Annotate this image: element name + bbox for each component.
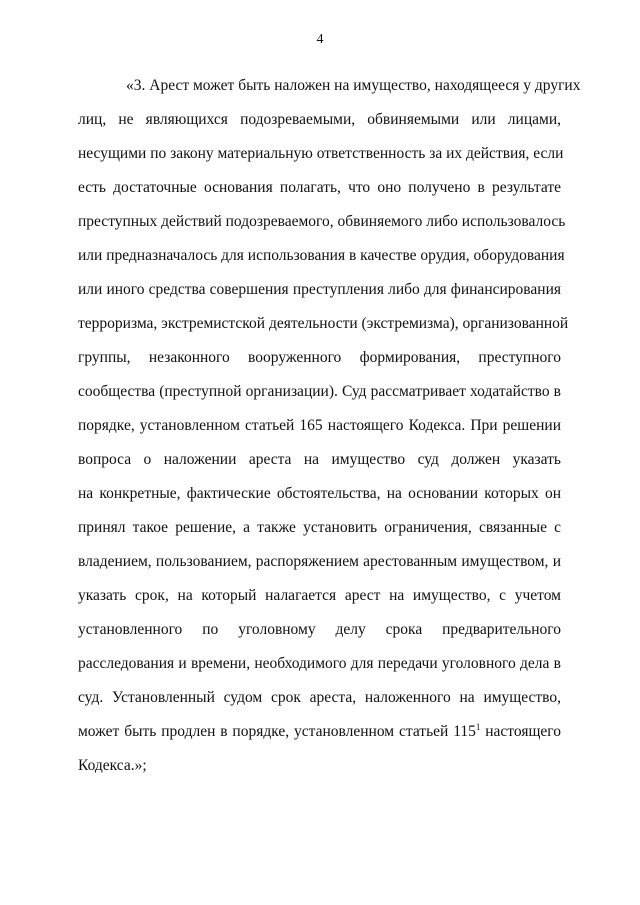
article-paragraph xyxy=(78,69,581,783)
text-line-last: Кодекса.»; xyxy=(78,757,147,774)
text-line: суд. Установленный судом срок ареста, наложенного на имущество, xyxy=(78,689,561,706)
text-line: вопроса о наложении ареста на имущество суд должен указать xyxy=(78,451,561,468)
text-line-with-superscript xyxy=(78,715,561,749)
text-line: преступных действий подозреваемого, обвиняемого либо использовалось xyxy=(78,213,566,230)
text-line: сообщества (преступной организации). Суд рассматривает ходатайство в xyxy=(78,383,561,400)
superscript-index: 1 xyxy=(475,722,481,732)
text-line: есть достаточные основания полагать, что оно получено в результате xyxy=(78,179,561,196)
text-line: терроризма, экстремистской деятельности (экстремизма), организованной xyxy=(78,315,569,332)
text-line: «3. Арест может быть наложен на имущество, находящееся у других xyxy=(126,77,581,94)
text-line: принял такое решение, а также установить ограничения, связанные с xyxy=(78,519,561,536)
text-segment: настоящего xyxy=(480,723,561,740)
text-line: владением, пользованием, распоряжением арестованным имуществом, и xyxy=(78,553,561,570)
text-line: несущими по закону материальную ответственность за их действия, если xyxy=(78,145,564,162)
page-number: 4 xyxy=(316,32,324,47)
text-line: порядке, установленном статьей 165 настоящего Кодекса. При решении xyxy=(78,417,561,434)
text-line: или иного средства совершения преступления либо для финансирования xyxy=(78,281,561,298)
text-line: лиц, не являющихся подозреваемыми, обвиняемыми или лицами, xyxy=(78,111,561,128)
text-line: указать срок, на который налагается арест на имущество, с учетом xyxy=(78,587,561,604)
text-line: расследования и времени, необходимого для передачи уголовного дела в xyxy=(78,655,561,672)
text-segment: может быть продлен в порядке, установленном статьей 115 xyxy=(78,723,476,740)
text-line: на конкретные, фактические обстоятельства, на основании которых он xyxy=(78,485,561,502)
text-line: установленного по уголовному делу срока предварительного xyxy=(78,621,561,638)
text-line: или предназначалось для использования в качестве орудия, оборудования xyxy=(78,247,565,264)
text-line: группы, незаконного вооруженного формирования, преступного xyxy=(78,349,561,366)
